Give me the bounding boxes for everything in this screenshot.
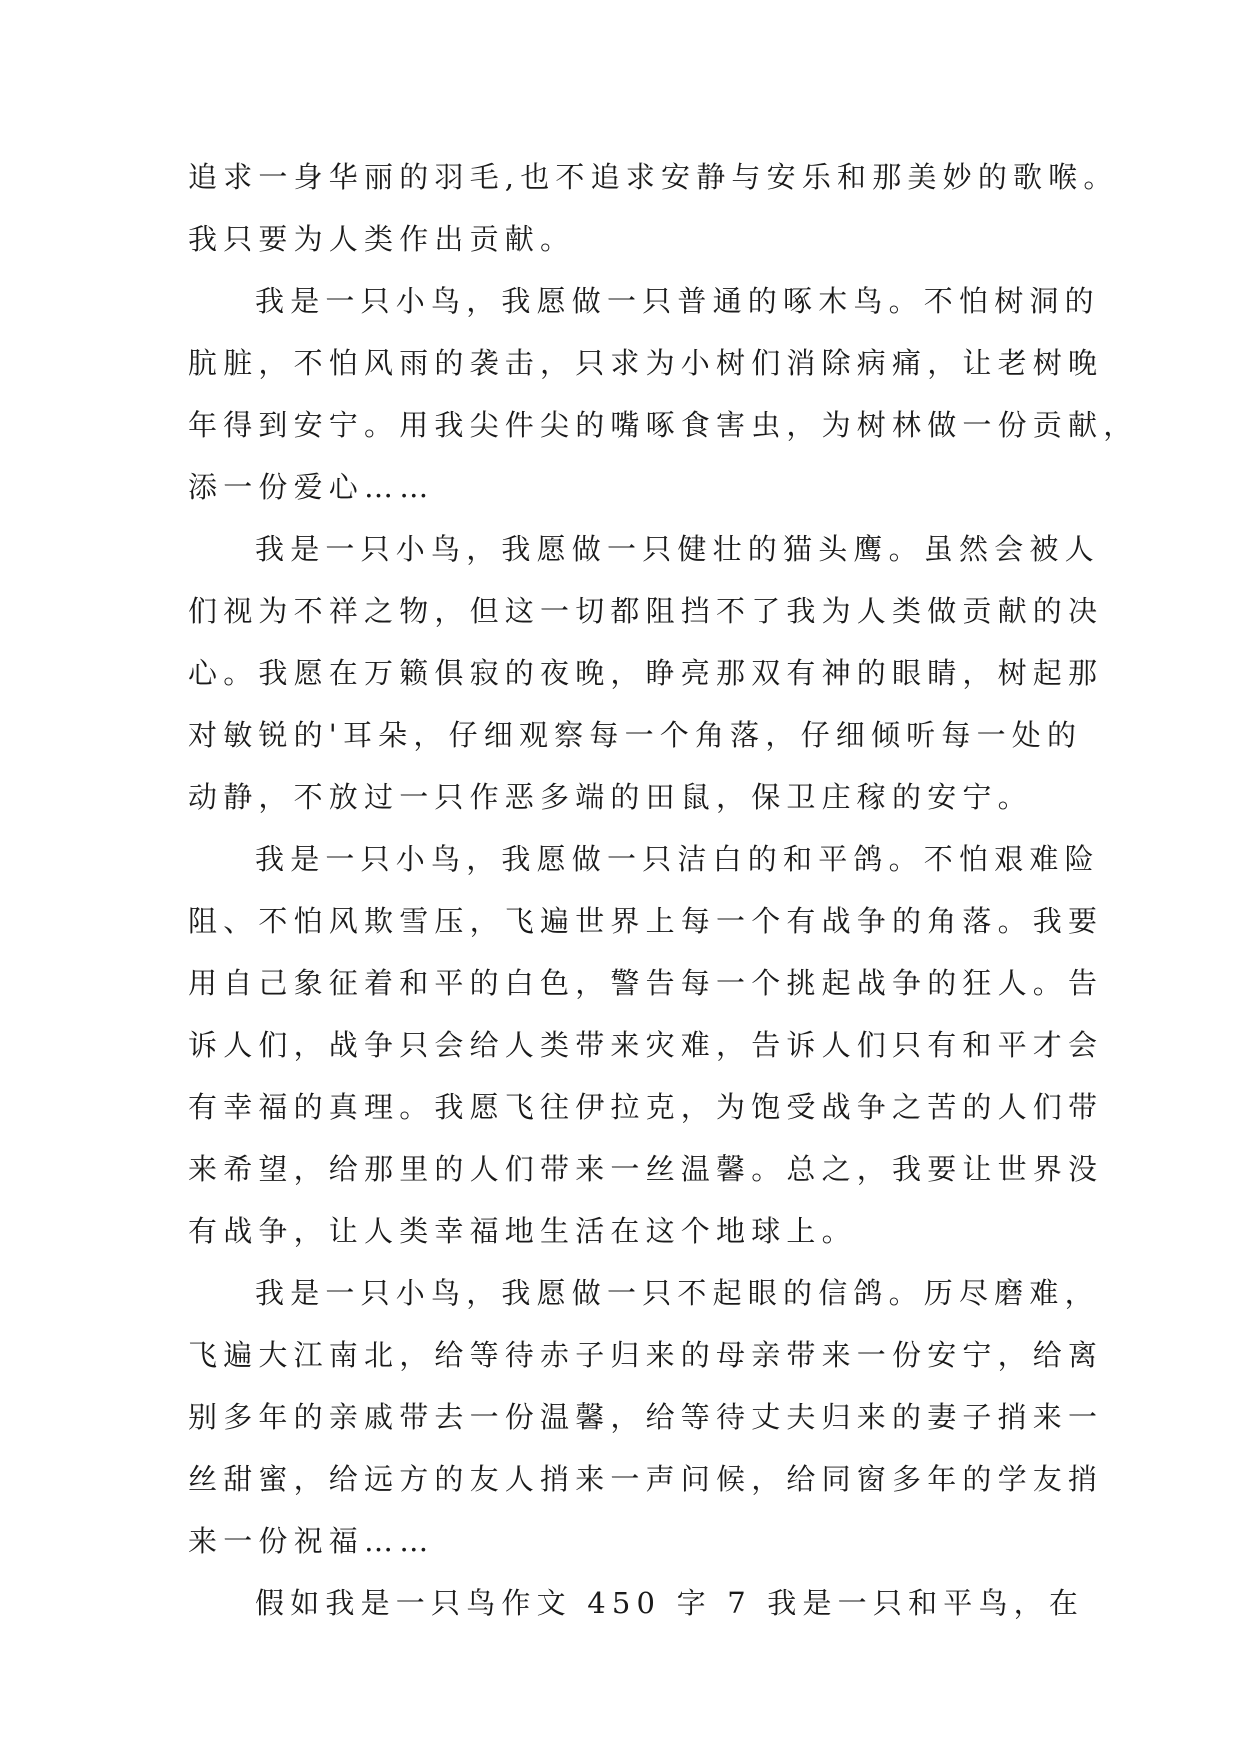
text-line: 肮脏，不怕风雨的袭击，只求为小树们消除病痛，让老树晚 [188, 346, 1104, 380]
text-line: 诉人们，战争只会给人类带来灾难，告诉人们只有和平才会 [188, 1028, 1104, 1062]
paragraph-start-line: 我是一只小鸟，我愿做一只普通的啄木鸟。不怕树洞的 [255, 284, 1100, 318]
text-line: 来希望，给那里的人们带来一丝温馨。总之，我要让世界没 [188, 1152, 1104, 1186]
text-line: 用自己象征着和平的白色，警告每一个挑起战争的狂人。告 [188, 966, 1104, 1000]
text-line: 阻、不怕风欺雪压，飞遍世界上每一个有战争的角落。我要 [188, 904, 1104, 938]
text-line: 们视为不祥之物，但这一切都阻挡不了我为人类做贡献的决 [188, 594, 1104, 628]
text-line: 年得到安宁。用我尖件尖的嘴啄食害虫，为树林做一份贡献， [188, 408, 1139, 442]
text-line: 有战争，让人类幸福地生活在这个地球上。 [188, 1214, 857, 1248]
text-line: 丝甜蜜，给远方的友人捎来一声问候，给同窗多年的学友捎 [188, 1462, 1104, 1496]
section-heading-line: 假如我是一只鸟作文 450 字 7 我是一只和平鸟，在 [255, 1586, 1085, 1620]
paragraph-start-line: 我是一只小鸟，我愿做一只洁白的和平鸽。不怕艰难险 [255, 842, 1100, 876]
body-text [188, 146, 1139, 1634]
text-line: 别多年的亲戚带去一份温馨，给等待丈夫归来的妻子捎来一 [188, 1400, 1104, 1434]
paragraph-start-line: 我是一只小鸟，我愿做一只健壮的猫头鹰。虽然会被人 [255, 532, 1100, 566]
text-line: 飞遍大江南北，给等待赤子归来的母亲带来一份安宁，给离 [188, 1338, 1104, 1372]
text-line: 追求一身华丽的羽毛,也不追求安静与安乐和那美妙的歌喉。 [188, 160, 1119, 194]
text-line: 对敏锐的'耳朵，仔细观察每一个角落，仔细倾听每一处的 [188, 718, 1083, 752]
text-line: 有幸福的真理。我愿飞往伊拉克，为饱受战争之苦的人们带 [188, 1090, 1104, 1124]
text-line: 心。我愿在万籁俱寂的夜晚，睁亮那双有神的眼睛，树起那 [188, 656, 1104, 690]
paragraph-start-line: 我是一只小鸟，我愿做一只不起眼的信鸽。历尽磨难， [255, 1276, 1100, 1310]
text-line: 来一份祝福…… [188, 1524, 435, 1558]
text-line: 我只要为人类作出贡献。 [188, 222, 576, 256]
text-line: 动静，不放过一只作恶多端的田鼠，保卫庄稼的安宁。 [188, 780, 1033, 814]
text-line: 添一份爱心…… [188, 470, 435, 504]
